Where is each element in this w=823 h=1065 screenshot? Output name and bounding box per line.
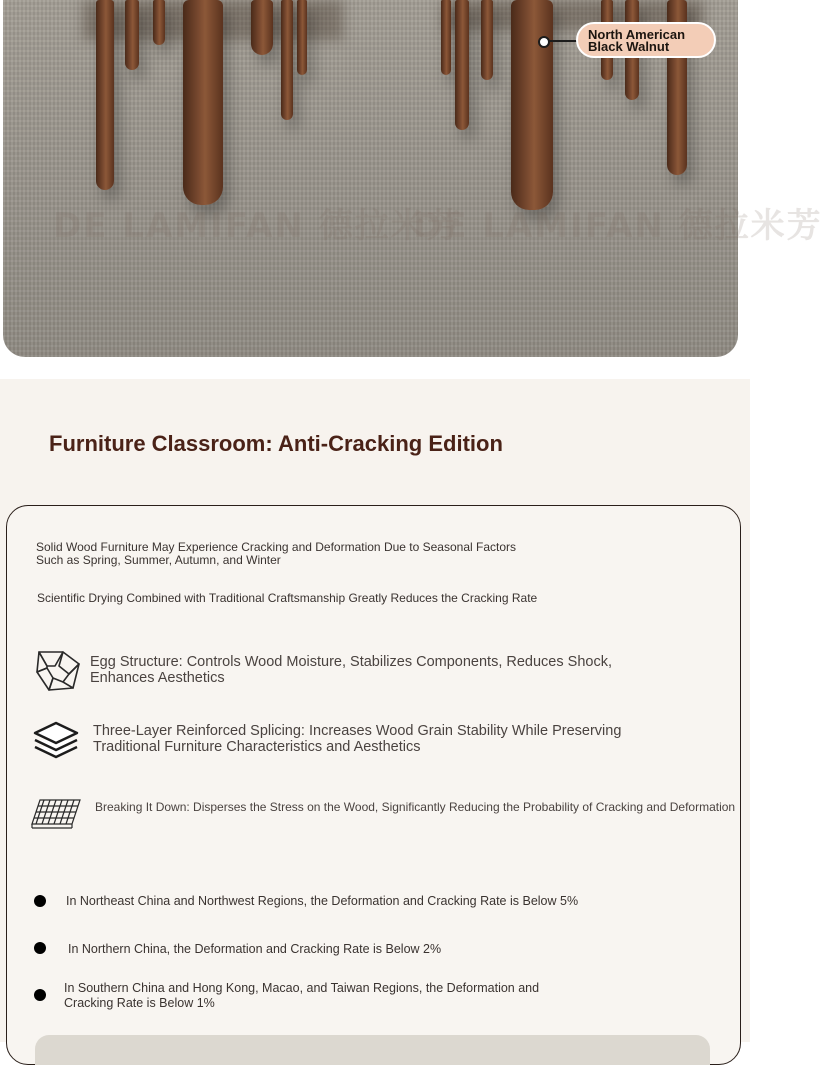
chair-leg [297, 0, 307, 75]
chair-leg [481, 0, 493, 80]
chair-leg [251, 0, 273, 55]
feature-line: Traditional Furniture Characteristics and Aesthetics [93, 739, 421, 755]
bottom-panel [35, 1035, 710, 1065]
chair-leg [281, 0, 293, 120]
section-title: Furniture Classroom: Anti-Cracking Edition [49, 431, 503, 456]
chair-leg [153, 0, 165, 45]
egg-structure-icon [33, 648, 83, 694]
feature-breaking-it-down [95, 800, 735, 814]
layered-splicing-icon [31, 719, 81, 765]
intro-text [36, 541, 516, 567]
stat-northeast-northwest [66, 894, 578, 909]
bullet-point [34, 942, 46, 954]
stat-southern-china [64, 981, 539, 1011]
material-callout-tag [576, 22, 716, 58]
stat-northern-china [68, 942, 441, 957]
brand-watermark: DE LAMIFAN 德拉米芳 [413, 206, 823, 246]
bullet-point [34, 989, 46, 1001]
feature-egg-structure [90, 654, 612, 686]
furniture-classroom-section [0, 379, 750, 1042]
stat-line: Cracking Rate is Below 1% [64, 996, 215, 1010]
material-callout-line2: Black Walnut [588, 39, 670, 54]
intro-subtext: Scientific Drying Combined with Traditional Craftsmanship Greatly Reduces the Cracking Rate [37, 591, 538, 605]
chair-leg [125, 0, 139, 70]
bullet-point [34, 895, 46, 907]
feature-line: Breaking It Down: Disperses the Stress on the Wood, Significantly Reducing the Probability of Cracking and Deformation [95, 800, 736, 814]
callout-dot [538, 36, 550, 48]
material-callout-line1: North American [588, 27, 686, 42]
chair-leg [183, 0, 223, 205]
chair-legs-photo [3, 0, 823, 357]
chair-leg [441, 0, 451, 75]
intro-line: Solid Wood Furniture May Experience Cracking and Deformation Due to Seasonal Factors [36, 540, 517, 554]
stat-line: In Northern China, the Deformation and Cracking Rate is Below 2% [68, 942, 442, 956]
brand-watermark: DE LAMIFAN 德拉米芳 [53, 206, 463, 246]
feature-line: Three-Layer Reinforced Splicing: Increases Wood Grain Stability While Preserving [93, 723, 622, 739]
chair-leg [96, 0, 114, 190]
anti-cracking-card [6, 505, 741, 1065]
feature-line: Egg Structure: Controls Wood Moisture, Stabilizes Components, Reduces Shock, [90, 654, 612, 670]
chair-leg [455, 0, 469, 130]
stat-line: In Southern China and Hong Kong, Macao, and Taiwan Regions, the Deformation and [64, 981, 540, 995]
feature-line: Enhances Aesthetics [90, 670, 225, 686]
chair-leg [511, 0, 553, 210]
feature-three-layer-splicing [93, 723, 621, 755]
wood-planks-icon [30, 788, 80, 834]
stat-line: In Northeast China and Northwest Regions, the Deformation and Cracking Rate is Below 5% [66, 894, 579, 908]
callout-line [548, 40, 578, 42]
intro-line: Such as Spring, Summer, Autumn, and Winter [36, 553, 281, 567]
